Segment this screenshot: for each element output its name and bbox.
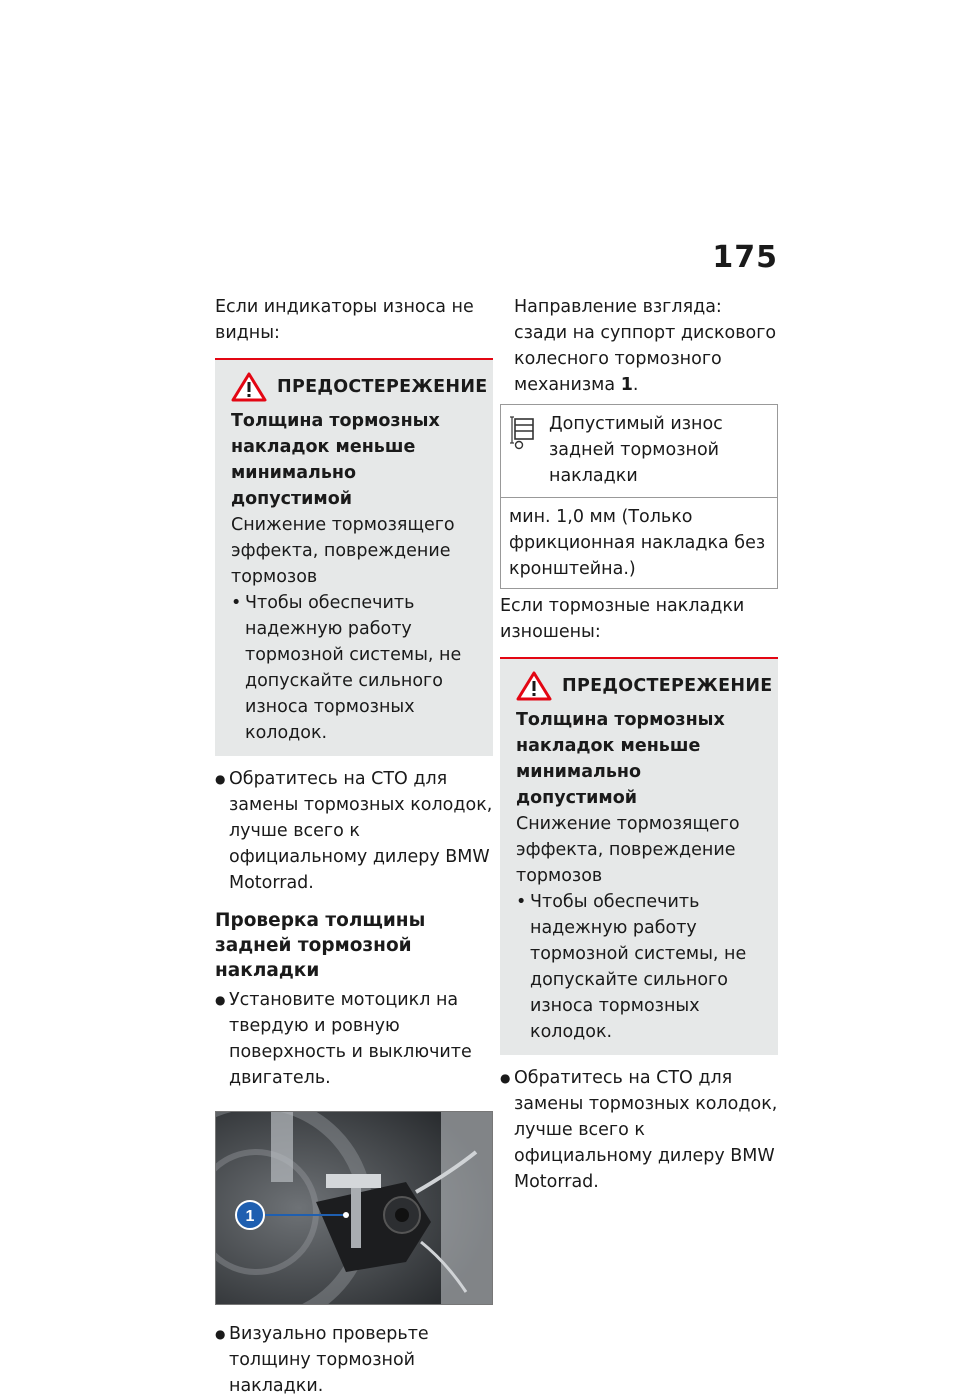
- spec-table: [500, 404, 778, 589]
- warning-bullet: • Чтобы обеспечить надежную работу тормозной системы, не допускайте сильного износа тормозных колодок.: [516, 889, 768, 1045]
- warning-header: [231, 372, 488, 402]
- left-action-3: ● Визуально проверьте толщину тормозной накладки.: [215, 1321, 493, 1399]
- left-warning-box: [215, 358, 493, 756]
- warning-header: [516, 671, 773, 701]
- left-action-1: ● Обратитесь на СТО для замены тормозных колодок, лучше всего к официальному дилеру BMW Motorrad.: [215, 766, 493, 896]
- warning-title: ПРЕДОСТЕРЕЖЕНИЕ: [562, 676, 773, 696]
- left-action-2: ● Установите мотоцикл на твердую и ровную поверхность и выключите двигатель.: [215, 987, 493, 1091]
- warning-bullet: • Чтобы обеспечить надежную работу тормозной системы, не допускайте сильного износа тормозных колодок.: [231, 590, 483, 746]
- page-number: 175: [712, 240, 778, 275]
- right-intro: Если тормозные накладки изношены:: [500, 596, 745, 642]
- warning-subtitle: Толщина тормозных накладок меньше минимально допустимой: [516, 710, 725, 808]
- view-text: Направление взгляда: сзади на суппорт дискового колесного тормозного механизма: [514, 297, 777, 395]
- warning-triangle-icon: [516, 671, 552, 701]
- warning-triangle-icon: [231, 372, 267, 402]
- view-text-end: .: [632, 375, 639, 395]
- spec-label: Допустимый износ задней тормозной накладки: [549, 414, 723, 486]
- section-title: Проверка толщины задней тормозной накладки: [215, 910, 426, 981]
- view-ref: 1: [620, 375, 633, 395]
- left-intro: Если индикаторы износа не видны:: [215, 297, 474, 343]
- spec-label-row: [501, 405, 777, 498]
- photo-callout-1: 1: [245, 1208, 255, 1225]
- right-column: [500, 294, 778, 1195]
- view-direction-text: [500, 294, 778, 398]
- warning-title: ПРЕДОСТЕРЕЖЕНИЕ: [277, 377, 488, 397]
- right-warning-box: [500, 657, 778, 1055]
- warning-subtitle: Толщина тормозных накладок меньше минимально допустимой: [231, 411, 440, 509]
- brake-caliper-photo: [215, 1111, 493, 1305]
- brake-wear-gauge-icon: [509, 415, 539, 451]
- caliper-illustration: [216, 1112, 492, 1304]
- right-action-1: ● Обратитесь на СТО для замены тормозных колодок, лучше всего к официальному дилеру BMW Motorrad.: [500, 1065, 778, 1195]
- warning-text: Снижение тормозящего эффекта, повреждение тормозов: [231, 515, 455, 587]
- spec-value: мин. 1,0 мм (Только фрикционная накладка без кронштейна.): [509, 507, 766, 579]
- left-column: [215, 294, 493, 1399]
- warning-text: Снижение тормозящего эффекта, повреждение тормозов: [516, 814, 740, 886]
